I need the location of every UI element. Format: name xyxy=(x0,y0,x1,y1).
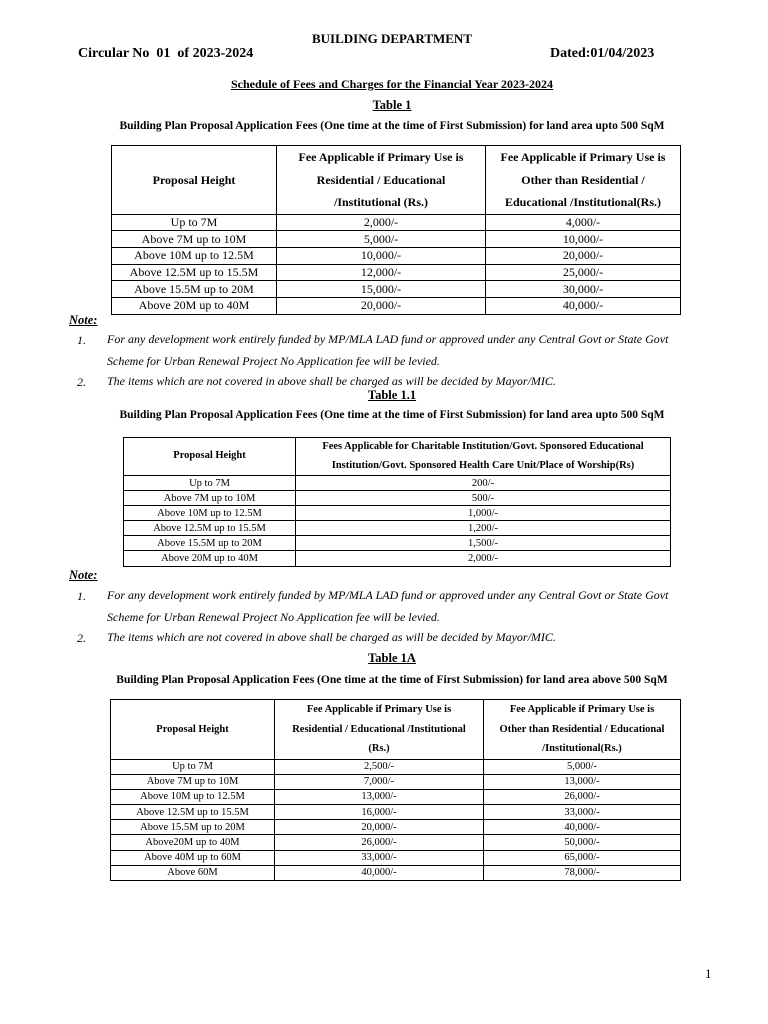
department-title: BUILDING DEPARTMENT xyxy=(311,31,472,46)
note1-item2-text: The items which are not covered in above shall be charged as will be decided by Mayor/MIC. xyxy=(107,374,556,388)
table-row: Above 15.5M up to 20M 15,000/- 30,000/- xyxy=(112,281,681,298)
table1-label: Table 1 xyxy=(372,98,412,112)
table-row: Above 10M up to 12.5M 10,000/- 20,000/- xyxy=(112,247,681,264)
circular-date: Dated:01/04/2023 xyxy=(550,46,655,61)
table-row: Above 15.5M up to 20M 1,500/- xyxy=(124,536,671,551)
table11-header-height: Proposal Height xyxy=(124,438,296,476)
page-number: 1 xyxy=(705,966,712,981)
table11-label: Table 1.1 xyxy=(367,388,417,402)
table1-header-height: Proposal Height xyxy=(112,146,277,215)
schedule-title: Schedule of Fees and Charges for the Financial Year 2023-2024 xyxy=(230,77,554,91)
note1-item1-text: For any development work entirely funded by MP/MLA LAD fund or approved under any Central Govt or State Govt Scheme for Urban Renewal Project No Application fee will be levied. xyxy=(107,332,669,368)
table-row: Above 60M 40,000/- 78,000/- xyxy=(111,865,681,880)
table1a-header-residential: Fee Applicable if Primary Use is Residential / Educational /Institutional (Rs.) xyxy=(275,700,484,760)
note1-item2-number: 2. xyxy=(77,375,86,389)
table-row: Above 20M up to 40M 2,000/- xyxy=(124,551,671,566)
note1-title: Note: xyxy=(69,313,98,327)
table1a-caption: Building Plan Proposal Application Fees (One time at the time of First Submission) for land area above 500 SqM xyxy=(116,674,668,686)
table-row: Above20M up to 40M 26,000/- 50,000/- xyxy=(111,835,681,850)
note1-item1-number: 1. xyxy=(77,333,86,347)
table1a-header-height: Proposal Height xyxy=(111,700,275,760)
table-row: Above 7M up to 10M 7,000/- 13,000/- xyxy=(111,774,681,789)
table-row: Above 10M up to 12.5M 1,000/- xyxy=(124,506,671,521)
note2-item1-text: For any development work entirely funded by MP/MLA LAD fund or approved under any Central Govt or State Govt Scheme for Urban Renewal Project No Application fee will be levied. xyxy=(107,588,669,624)
table-row: Up to 7M 2,500/- 5,000/- xyxy=(111,759,681,774)
table-row: Up to 7M 2,000/- 4,000/- xyxy=(112,214,681,231)
table1 xyxy=(111,145,681,315)
note2-item2-number: 2. xyxy=(77,631,86,645)
table-row: Above 12.5M up to 15.5M 1,200/- xyxy=(124,521,671,536)
table-row: Above 7M up to 10M 500/- xyxy=(124,491,671,506)
table1a xyxy=(110,699,681,881)
table-row: Above 20M up to 40M 20,000/- 40,000/- xyxy=(112,297,681,314)
table1a-label: Table 1A xyxy=(368,651,416,665)
table-row: Above 7M up to 10M 5,000/- 10,000/- xyxy=(112,231,681,248)
table11-header-fees: Fees Applicable for Charitable Institution/Govt. Sponsored Educational Institution/Govt. Sponsored Health Care Unit/Place of Worship(Rs) xyxy=(296,438,671,476)
table-row: Above 12.5M up to 15.5M 16,000/- 33,000/- xyxy=(111,805,681,820)
note2-title: Note: xyxy=(69,568,98,582)
table-row: Above 12.5M up to 15.5M 12,000/- 25,000/- xyxy=(112,264,681,281)
circular-number: Circular No 01 of 2023-2024 xyxy=(78,46,254,61)
table-row: Above 10M up to 12.5M 13,000/- 26,000/- xyxy=(111,789,681,804)
table1a-header-other: Fee Applicable if Primary Use is Other than Residential / Educational /Institutional(Rs.) xyxy=(484,700,681,760)
table11-caption: Building Plan Proposal Application Fees (One time at the time of First Submission) for land area upto 500 SqM xyxy=(119,409,665,421)
table-row: Above 40M up to 60M 33,000/- 65,000/- xyxy=(111,850,681,865)
table1-header-other: Fee Applicable if Primary Use is Other than Residential / Educational /Institutional(Rs.) xyxy=(486,146,681,215)
table-row: Above 15.5M up to 20M 20,000/- 40,000/- xyxy=(111,820,681,835)
table1-caption: Building Plan Proposal Application Fees (One time at the time of First Submission) for land area upto 500 SqM xyxy=(119,120,665,132)
table-row: Up to 7M 200/- xyxy=(124,476,671,491)
note2-item2-text: The items which are not covered in above shall be charged as will be decided by Mayor/MIC. xyxy=(107,630,556,644)
table11 xyxy=(123,437,671,567)
table1-header-residential: Fee Applicable if Primary Use is Residential / Educational /Institutional (Rs.) xyxy=(277,146,486,215)
note2-item1-number: 1. xyxy=(77,589,86,603)
